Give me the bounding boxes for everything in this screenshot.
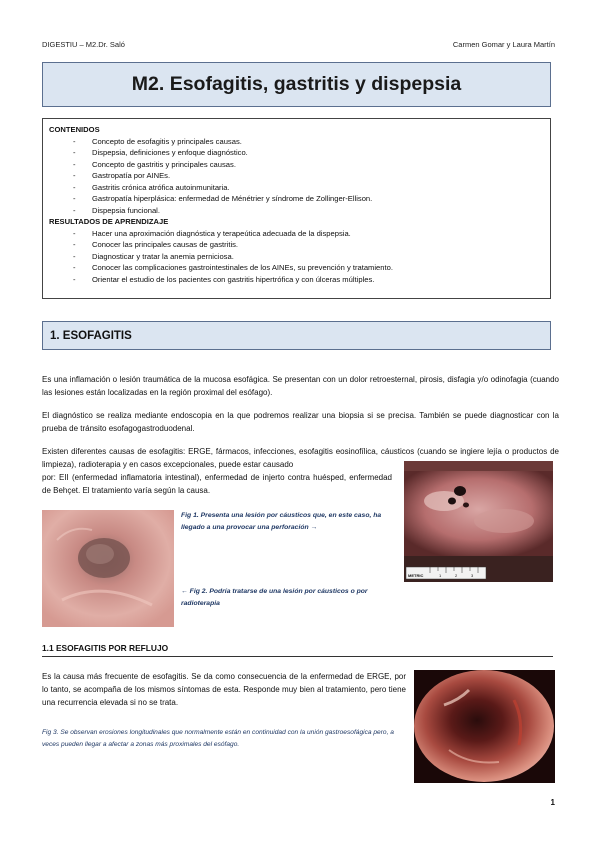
header-left: DIGESTIU – M2.Dr. Saló [42, 40, 125, 49]
list-item: - Concepto de gastritis y principales causas. [49, 159, 544, 171]
paragraph-diagnosis: El diagnóstico se realiza mediante endoscopia en la que podremos realizar una biopsia si se precisa. También se puede diagnosticar con la prueba de tránsito esofagogastroduodenal. [42, 411, 559, 433]
figure-1-caustic-perforation-image [404, 461, 553, 582]
list-item: - Hacer una aproximación diagnóstica y terapeútica adecuada de la dispepsia. [49, 228, 544, 240]
list-item: - Conocer las principales causas de gastritis. [49, 239, 544, 251]
page-number: 1 [550, 798, 555, 807]
list-item: - Gastropatía por AINEs. [49, 170, 544, 182]
list-item: - Concepto de esofagitis y principales causas. [49, 136, 544, 148]
list-item: - Dispepsia funcional. [49, 205, 544, 217]
list-item: - Dispepsia, definiciones y enfoque diagnóstico. [49, 147, 544, 159]
list-item: - Conocer las complicaciones gastrointestinales de los AINEs, su prevención y tratamiento. [49, 262, 544, 274]
list-item: - Gastritis crónica atrófica autoinmunitaria. [49, 182, 544, 194]
subsection-heading-reflux: 1.1 ESOFAGITIS POR REFLUJO [42, 643, 553, 657]
figure-3-caption: Fig 3. Se observan erosiones longitudinales que normalmente están en continuidad con la unión gastroesofágica pero, a veces pueden llegar a afectar a zonas más proximales del esófago. [42, 729, 394, 748]
paragraph-causes-line2: por: EII (enfermedad inflamatoria intestinal), enfermedad de injerto contra huésped, enfermedad de Behçet. El tratamiento varía según la causa. [42, 473, 392, 495]
ruler-mark: 1 [439, 573, 442, 578]
figure-1-caption: Fig 1. Presenta una lesión por cáusticos que, en este caso, ha llegado a una provocar una perforación → [181, 512, 382, 531]
list-item: - Orientar el estudio de los pacientes con gastritis hipertrófica y con úlceras múltiples. [49, 274, 544, 286]
contents-heading: CONTENIDOS [49, 125, 100, 134]
figure-3-reflux-endoscopy-image [414, 670, 555, 783]
ruler-mark: 3 [471, 573, 474, 578]
paragraph-definition: Es una inflamación o lesión traumática de la mucosa esofágica. Se presentan con un dolor retroesternal, pirosis, disfagia y/o odinofagia (cuando las lesiones están localizadas en la región proximal del esófago). [42, 375, 559, 397]
paragraph-reflux: Es la causa más frecuente de esofagitis. Se da como consecuencia de la enfermedad de ERGE, por lo tanto, se acompaña de los mismos síntomas de esta. Responde muy bien al tratamiento, pero tiene una recurrencia elevada si no se trata. [42, 672, 406, 707]
ruler-mark: 2 [455, 573, 458, 578]
header-right: Carmen Gomar y Laura Martín [452, 40, 555, 49]
paragraph-causes-line1: Existen diferentes causas de esofagitis: ERGE, fármacos, infecciones, esofagitis eosinofílica, cáusticos (cuando se ingiere lejía o productos de limpieza), radioterapia y en casos excepcionales, puede estar causado [42, 447, 559, 469]
outcomes-list [49, 228, 544, 286]
contents-list [49, 136, 544, 217]
ruler-label: METRIC [408, 573, 424, 578]
list-item: - Diagnosticar y tratar la anemia perniciosa. [49, 251, 544, 263]
figure-2-caption: ← Fig 2. Podría tratarse de una lesión por cáusticos o por radioterapia [181, 588, 368, 607]
figure-2-endoscopy-image [42, 510, 174, 627]
outcomes-heading: RESULTADOS DE APRENDIZAJE [49, 217, 169, 226]
contents-box [42, 118, 551, 299]
list-item: - Gastropatía hiperplásica: enfermedad de Ménétrier y síndrome de Zollinger-Ellison. [49, 193, 544, 205]
page-title: M2. Esofagitis, gastritis y dispepsia [42, 62, 551, 107]
section-heading-esofagitis: 1. ESOFAGITIS [42, 321, 551, 350]
